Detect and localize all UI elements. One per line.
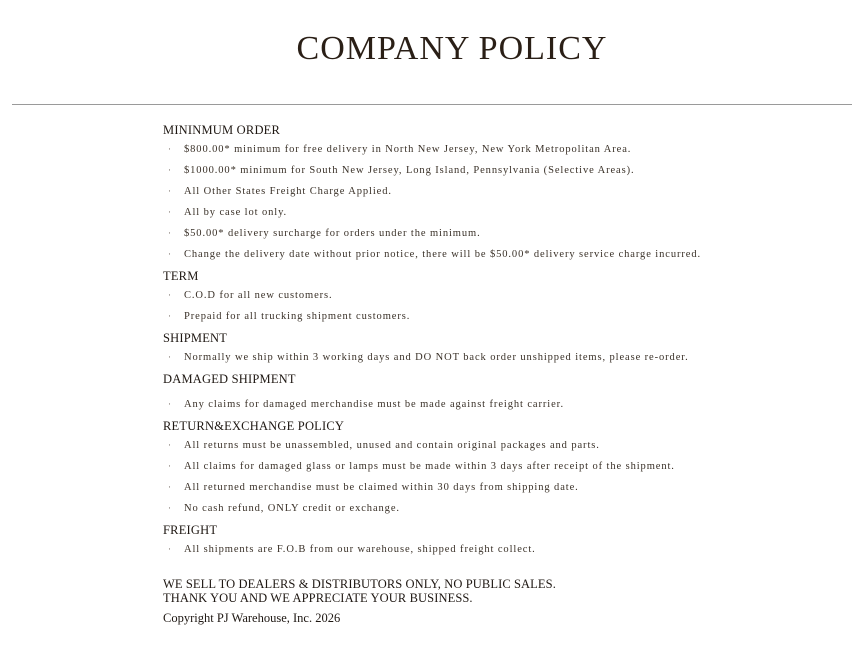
list-item xyxy=(163,139,843,160)
section-freight xyxy=(163,521,843,560)
list-item-text: Any claims for damaged merchandise must be made against freight carrier. xyxy=(184,399,564,410)
bullet-icon: · xyxy=(168,207,172,217)
list-item xyxy=(163,181,843,202)
list-item xyxy=(163,306,843,327)
bullet-icon: · xyxy=(168,482,172,492)
bullet-icon: · xyxy=(168,311,172,321)
list-item-text: All claims for damaged glass or lamps must be made within 3 days after receipt of the shipment. xyxy=(184,461,675,472)
bullet-icon: · xyxy=(168,503,172,513)
section-minimum-order xyxy=(163,121,843,265)
list-item xyxy=(163,347,843,368)
bullet-icon: · xyxy=(168,249,172,259)
section-shipment xyxy=(163,329,843,368)
closing-line-thanks: THANK YOU AND WE APPRECIATE YOUR BUSINESS. xyxy=(163,591,473,605)
list-item xyxy=(163,477,843,498)
bullet-icon: · xyxy=(168,144,172,154)
section-heading: TERM xyxy=(163,269,199,283)
closing-line-dealers: WE SELL TO DEALERS & DISTRIBUTORS ONLY, NO PUBLIC SALES. xyxy=(163,577,556,591)
list-item xyxy=(163,456,843,477)
list-item-text: Prepaid for all trucking shipment customers. xyxy=(184,311,411,322)
bullet-icon: · xyxy=(168,228,172,238)
copyright-notice: Copyright PJ Warehouse, Inc. 2026 xyxy=(163,611,341,625)
section-damaged-shipment xyxy=(163,370,843,415)
section-heading: MININMUM ORDER xyxy=(163,123,281,137)
bullet-icon: · xyxy=(168,290,172,300)
bullet-icon: · xyxy=(168,352,172,362)
list-item xyxy=(163,202,843,223)
list-item xyxy=(163,539,843,560)
list-item-text: Change the delivery date without prior notice, there will be $50.00* delivery service charge incurred. xyxy=(184,249,701,260)
list-item xyxy=(163,498,843,519)
list-item xyxy=(163,244,843,265)
section-return-exchange xyxy=(163,417,843,519)
list-item-text: $50.00* delivery surcharge for orders under the minimum. xyxy=(184,228,481,239)
closing-statement xyxy=(163,577,843,605)
bullet-icon: · xyxy=(168,165,172,175)
list-item-text: All Other States Freight Charge Applied. xyxy=(184,186,392,197)
list-item-text: Normally we ship within 3 working days and DO NOT back order unshipped items, please re-order. xyxy=(184,352,689,363)
list-item xyxy=(163,223,843,244)
list-item xyxy=(163,435,843,456)
list-item-text: All shipments are F.O.B from our warehouse, shipped freight collect. xyxy=(184,544,536,555)
list-item-text: C.O.D for all new customers. xyxy=(184,290,333,301)
bullet-icon: · xyxy=(168,461,172,471)
list-item xyxy=(163,394,843,415)
list-item-text: $800.00* minimum for free delivery in North New Jersey, New York Metropolitan Area. xyxy=(184,144,632,155)
list-item xyxy=(163,160,843,181)
policy-content xyxy=(163,121,843,625)
section-term xyxy=(163,267,843,327)
section-heading: SHIPMENT xyxy=(163,331,228,345)
list-item-text: $1000.00* minimum for South New Jersey, Long Island, Pennsylvania (Selective Areas). xyxy=(184,165,635,176)
section-heading: FREIGHT xyxy=(163,523,218,537)
list-item-text: No cash refund, ONLY credit or exchange. xyxy=(184,503,400,514)
section-heading: DAMAGED SHIPMENT xyxy=(163,372,296,386)
list-item-text: All returned merchandise must be claimed within 30 days from shipping date. xyxy=(184,482,579,493)
list-item-text: All returns must be unassembled, unused and contain original packages and parts. xyxy=(184,440,600,451)
bullet-icon: · xyxy=(168,186,172,196)
divider xyxy=(12,104,852,105)
list-item xyxy=(163,285,843,306)
page-title: COMPANY POLICY xyxy=(296,30,608,67)
section-heading: RETURN&EXCHANGE POLICY xyxy=(163,419,345,433)
list-item-text: All by case lot only. xyxy=(184,207,288,218)
bullet-icon: · xyxy=(168,544,172,554)
bullet-icon: · xyxy=(168,399,172,409)
bullet-icon: · xyxy=(168,440,172,450)
